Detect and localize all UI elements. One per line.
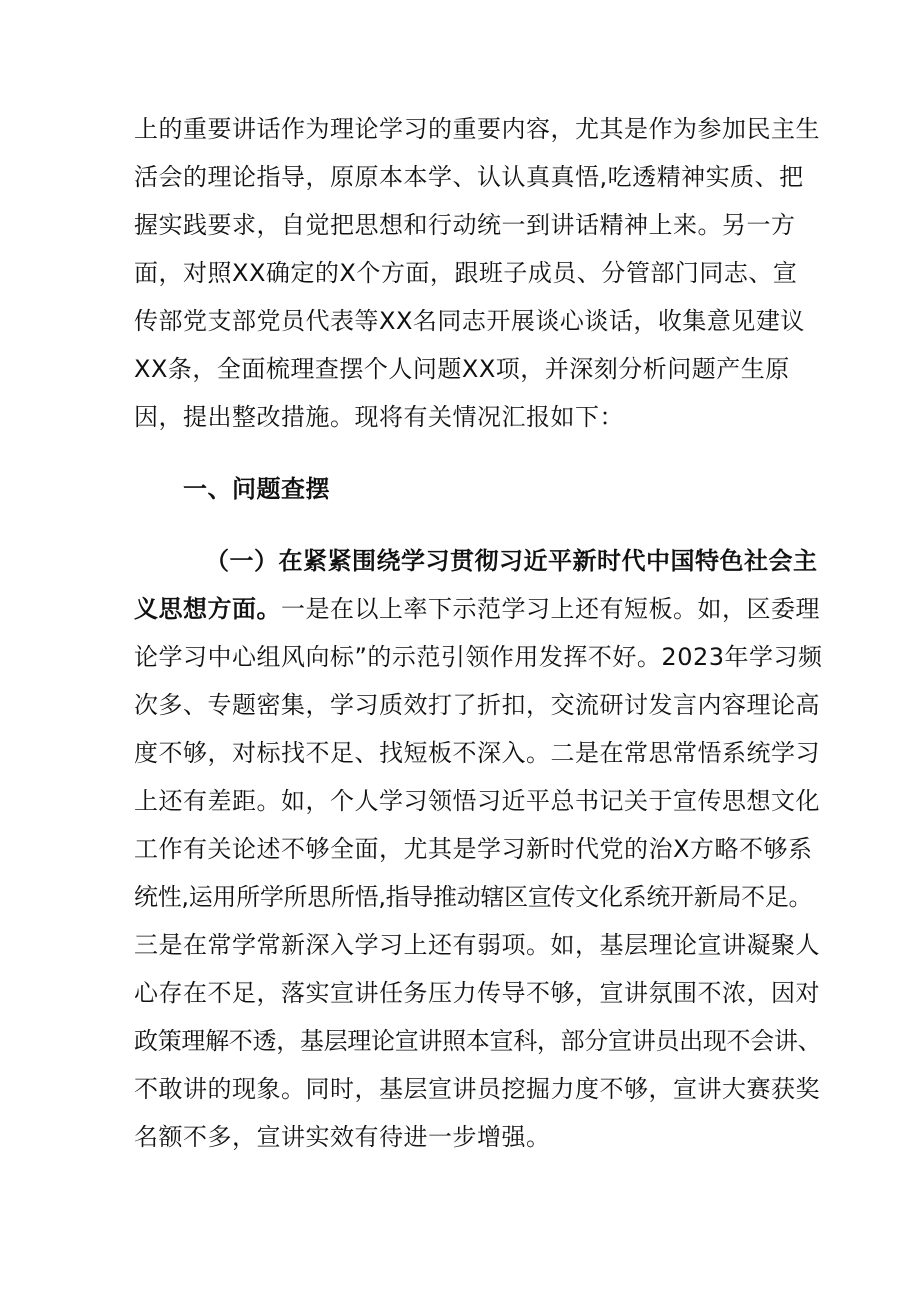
section-heading: 一、问题查摆	[183, 475, 330, 503]
paragraph-line: 上还有差距。如，个人学习领悟习近平总书记关于宣传思想文化	[134, 787, 820, 815]
intro-line: 握实践要求，自觉把思想和行动统一到讲话精神上来。另一方	[134, 211, 796, 239]
intro-line: 因，提出整改措施。现将有关情况汇报如下：	[134, 403, 624, 431]
subsection-title: （一）在紧紧围绕学习贯彻习近平新时代中国特色社会主	[205, 547, 818, 575]
intro-line: 活会的理论指导，原原本本学、认认真真悟,吃透精神实质、把	[134, 163, 804, 191]
paragraph-line	[134, 593, 820, 625]
subsection-title-end: 义思想方面。	[134, 595, 281, 623]
paragraph-line: 度不够，对标找不足、找短板不深入。二是在常思常悟系统学习	[134, 739, 820, 767]
paragraph-line: 政策理解不透，基层理论宣讲照本宣科，部分宣讲员出现不会讲、	[134, 1027, 822, 1055]
paragraph-line: 统性,运用所学所思所悟,指导推动辖区宣传文化系统开新局不足。	[134, 883, 813, 911]
intro-line: 传部党支部党员代表等XX名同志开展谈心谈话，收集意见建议	[134, 307, 805, 335]
paragraph-line: 论学习中心组风向标”的示范引领作用发挥不好。2023年学习频	[134, 643, 823, 671]
paragraph-line: 次多、专题密集，学习质效打了折扣，交流研讨发言内容理论高	[134, 691, 820, 719]
paragraph-line: 三是在常学常新深入学习上还有弱项。如，基层理论宣讲凝聚人	[134, 931, 820, 959]
intro-line: 上的重要讲话作为理论学习的重要内容，尤其是作为参加民主生	[134, 115, 820, 143]
paragraph-text: 一是在以上率下示范学习上还有短板。如，区委理	[281, 595, 820, 623]
paragraph-line: 名额不多，宣讲实效有待进一步增强。	[134, 1123, 551, 1151]
intro-line: 面，对照XX确定的X个方面，跟班子成员、分管部门同志、宣	[134, 259, 798, 287]
intro-line: XX条，全面梳理查摆个人问题XX项，并深刻分析问题产生原	[134, 355, 790, 383]
paragraph-line: 不敢讲的现象。同时，基层宣讲员挖掘力度不够，宣讲大赛获奖	[134, 1075, 820, 1103]
paragraph-line: 心存在不足，落实宣讲任务压力传导不够，宣讲氛围不浓，因对	[134, 979, 820, 1007]
paragraph-line: 工作有关论述不够全面，尤其是学习新时代党的治X方略不够系	[134, 835, 813, 863]
